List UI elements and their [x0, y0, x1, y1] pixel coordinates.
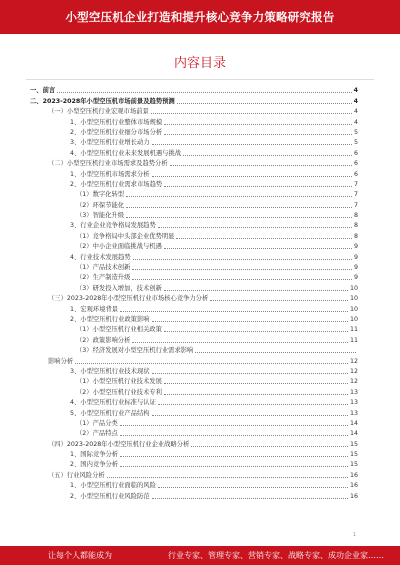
toc-entry-page: 15 — [349, 451, 358, 459]
toc-dot-leader — [120, 466, 348, 467]
toc-entry[interactable] — [30, 367, 358, 377]
toc-dot-leader — [57, 92, 351, 93]
toc-dot-leader — [120, 425, 348, 426]
toc-dot-leader — [132, 279, 352, 280]
toc-entry-title: （3）经济发展对小型空压机行业需求影响 — [76, 347, 194, 355]
toc-entry[interactable] — [30, 419, 358, 429]
toc-entry-title: 2、小型空压机行业需求市场趋势 — [70, 180, 163, 188]
toc-entry[interactable] — [30, 491, 358, 501]
toc-entry-title: 1、小型空压机行业面临的风险 — [70, 482, 156, 490]
toc-entry-title: 3、小型空压机行业技术现状 — [70, 367, 150, 375]
toc-dot-leader — [177, 103, 352, 104]
toc-entry-title: （2）环保节能化 — [76, 201, 125, 209]
toc-entry-page: 5 — [353, 139, 358, 147]
toc-entry-page: 12 — [349, 378, 358, 386]
toc-entry[interactable] — [30, 450, 358, 460]
toc-dot-leader — [120, 435, 348, 436]
toc-dot-leader — [120, 456, 348, 457]
toc-entry[interactable] — [30, 398, 358, 408]
toc-entry[interactable] — [30, 200, 358, 210]
toc-entry-title: （1）数字化转型 — [76, 191, 125, 199]
toc-entry-title: 1、小型空压机市场需求分析 — [70, 170, 150, 178]
toc-entry[interactable] — [30, 304, 358, 314]
toc-entry[interactable] — [30, 460, 358, 470]
toc-entry-title: （三）2023-2028年小型空压机行业市场核心竞争力分析 — [48, 295, 209, 303]
toc-dot-leader — [75, 363, 348, 364]
toc-entry-page: 16 — [349, 492, 358, 500]
toc-entry-title: （1）产品技术创新 — [76, 264, 131, 272]
toc-entry[interactable] — [30, 242, 358, 252]
toc-entry[interactable] — [30, 211, 358, 221]
footer-slogan-left: 让每个人都能成为 — [48, 551, 112, 560]
toc-entry-page: 10 — [349, 295, 358, 303]
page-number: 1 — [352, 532, 356, 538]
toc-entry[interactable] — [30, 470, 358, 480]
toc-dot-leader — [164, 394, 348, 395]
toc-entry-page: 11 — [349, 326, 358, 334]
toc-entry-title: （1）产品分类 — [76, 419, 118, 427]
toc-entry[interactable] — [30, 86, 358, 96]
toc-entry-page: 6 — [353, 170, 358, 178]
toc-entry-page: 16 — [349, 471, 358, 479]
toc-entry[interactable] — [30, 159, 358, 169]
toc-entry-title: 4、小型空压机行业标准与认证 — [70, 399, 156, 407]
toc-entry[interactable] — [30, 429, 358, 439]
toc-entry[interactable] — [30, 346, 358, 356]
report-header-bar — [0, 0, 400, 34]
toc-dot-leader — [126, 207, 352, 208]
toc-entry[interactable] — [30, 221, 358, 231]
toc-entry-title: （五）行业风险分析 — [48, 471, 105, 479]
toc-entry-page: 10 — [349, 315, 358, 323]
toc-dot-leader — [152, 373, 348, 374]
toc-entry-continuation-text: 影响分析 — [48, 357, 74, 365]
toc-dot-leader — [164, 331, 348, 332]
toc-entry-title: （一）小型空压机行业宏观市场前景 — [48, 108, 149, 116]
toc-entry-title: （2）生产制造升级 — [76, 274, 131, 282]
toc-entry-continuation[interactable] — [30, 356, 358, 366]
toc-dot-leader — [176, 238, 352, 239]
toc-dot-leader — [164, 383, 348, 384]
toc-dot-leader — [120, 311, 348, 312]
toc-entry-title: 2、小型空压机行业细分市场分析 — [70, 128, 163, 136]
toc-entry-page: 16 — [349, 482, 358, 490]
toc-entry-page: 7 — [353, 180, 358, 188]
toc-entry-title: 2、小型空压机行业风险防范 — [70, 492, 150, 500]
toc-entry[interactable] — [30, 408, 358, 418]
toc-entry-title: 5、小型空压机行业产品结构 — [70, 409, 150, 417]
toc-dot-leader — [107, 477, 348, 478]
toc-dot-leader — [132, 269, 352, 270]
toc-entry-page: 9 — [353, 253, 358, 261]
toc-entry-title: （二）小型空压机行业市场需求及趋势分析 — [48, 160, 168, 168]
toc-entry[interactable] — [30, 387, 358, 397]
table-of-contents — [30, 86, 358, 502]
footer-slogan-right: 行业专家、管理专家、营销专家、战略专家、成功企业家…… — [168, 551, 384, 560]
toc-dot-leader — [195, 352, 356, 353]
toc-dot-leader — [151, 113, 352, 114]
toc-heading-divider — [26, 79, 374, 80]
toc-dot-leader — [126, 196, 352, 197]
toc-entry-page: 13 — [349, 409, 358, 417]
toc-entry-title: （3）智能化升级 — [76, 212, 125, 220]
toc-entry-page: 12 — [349, 367, 358, 375]
toc-dot-leader — [152, 415, 348, 416]
toc-entry-page: 4 — [353, 118, 358, 126]
toc-entry-title: 1、国际竞争分析 — [70, 451, 119, 459]
toc-entry-title: 2、小型空压机行业政策影响 — [70, 315, 150, 323]
toc-entry-page: 15 — [349, 461, 358, 469]
toc-entry-title: 二、2023-2028年小型空压机市场前景及趋势预测 — [30, 97, 175, 105]
toc-dot-leader — [158, 487, 348, 488]
toc-entry-title: （2）小型空压机行业技术专利 — [76, 388, 162, 396]
toc-dot-leader — [133, 259, 352, 260]
toc-entry[interactable] — [30, 294, 358, 304]
toc-entry[interactable] — [30, 252, 358, 262]
toc-entry[interactable] — [30, 117, 358, 127]
toc-entry-page: 9 — [353, 264, 358, 272]
toc-entry-page: 4 — [353, 97, 358, 105]
toc-entry-title: 1、宏观环境背景 — [70, 305, 119, 313]
toc-entry-page: 14 — [349, 419, 358, 427]
toc-dot-leader — [164, 124, 352, 125]
report-title: 小型空压机企业打造和提升核心竞争力策略研究报告 — [65, 10, 335, 24]
toc-dot-leader — [152, 176, 352, 177]
toc-entry-title: （2）中小企业面临挑战与机遇 — [76, 243, 162, 251]
toc-entry-title: （3）研发投入增加，技术创新 — [76, 284, 162, 292]
toc-dot-leader — [132, 342, 348, 343]
toc-entry[interactable] — [30, 263, 358, 273]
toc-dot-leader — [164, 248, 352, 249]
toc-entry[interactable] — [30, 315, 358, 325]
toc-entry[interactable] — [30, 377, 358, 387]
toc-entry-page: 13 — [349, 399, 358, 407]
toc-entry-page: 4 — [353, 108, 358, 116]
toc-dot-leader — [152, 498, 348, 499]
footer-bar — [0, 546, 400, 565]
toc-entry[interactable] — [30, 439, 358, 449]
toc-entry[interactable] — [30, 128, 358, 138]
toc-entry-page: 6 — [353, 160, 358, 168]
toc-dot-leader — [164, 290, 348, 291]
toc-entry-page: 9 — [353, 243, 358, 251]
toc-entry-title: （2）政策影响分析 — [76, 336, 131, 344]
toc-entry-title: 4、小型空压机行业未来发展机遇与挑战 — [70, 149, 182, 157]
toc-dot-leader — [191, 446, 348, 447]
toc-entry-page: 7 — [353, 201, 358, 209]
toc-entry[interactable] — [30, 231, 358, 241]
toc-entry-page: 14 — [349, 430, 358, 438]
toc-entry-page: 6 — [353, 149, 358, 157]
toc-entry-page: 12 — [349, 357, 358, 365]
toc-entry-title: 2、国内竞争分析 — [70, 461, 119, 469]
toc-entry-title: 3、行业企业竞争格局发展趋势 — [70, 222, 156, 230]
toc-entry-title: （四）2023-2028年小型空压机行业企业战略分析 — [48, 440, 190, 448]
toc-entry-title: 3、小型空压机行业增长动力 — [70, 139, 150, 147]
toc-entry[interactable] — [30, 148, 358, 158]
toc-entry-title: （1）竞争格局中头部企业优势明显 — [76, 232, 175, 240]
toc-entry[interactable] — [30, 273, 358, 283]
toc-dot-leader — [183, 155, 352, 156]
toc-dot-leader — [126, 217, 352, 218]
toc-entry-page: 10 — [349, 305, 358, 313]
toc-dot-leader — [158, 227, 352, 228]
toc-entry[interactable] — [30, 180, 358, 190]
toc-entry-title: 一、前言 — [30, 87, 56, 95]
toc-dot-leader — [158, 404, 348, 405]
toc-dot-leader — [164, 186, 352, 187]
toc-entry-page: 8 — [353, 222, 358, 230]
toc-entry-title: 4、行业技术发展趋势 — [70, 253, 131, 261]
toc-entry-page: 7 — [353, 191, 358, 199]
toc-entry-page: 11 — [349, 336, 358, 344]
toc-entry[interactable] — [30, 169, 358, 179]
toc-entry-title: （1）小型空压机行业相关政策 — [76, 326, 162, 334]
toc-entry[interactable] — [30, 481, 358, 491]
toc-entry-page: 15 — [349, 440, 358, 448]
toc-entry[interactable] — [30, 107, 358, 117]
toc-entry-page: 4 — [353, 87, 358, 95]
toc-dot-leader — [170, 165, 352, 166]
toc-entry[interactable] — [30, 325, 358, 335]
toc-entry[interactable] — [30, 96, 358, 106]
toc-dot-leader — [152, 321, 348, 322]
toc-entry-title: （2）产品特点 — [76, 430, 118, 438]
toc-entry-page: 13 — [349, 388, 358, 396]
toc-entry-title: 1、小型空压机行业整体市场规模 — [70, 118, 163, 126]
toc-entry-page: 9 — [353, 274, 358, 282]
toc-dot-leader — [152, 144, 352, 145]
toc-entry-page: 8 — [353, 212, 358, 220]
toc-entry[interactable] — [30, 138, 358, 148]
toc-entry-page: 8 — [353, 232, 358, 240]
toc-dot-leader — [210, 300, 348, 301]
toc-entry[interactable] — [30, 335, 358, 345]
toc-entry-title: （1）小型空压机行业技术发展 — [76, 378, 162, 386]
toc-heading: 内容目录 — [173, 56, 226, 71]
toc-entry[interactable] — [30, 283, 358, 293]
toc-entry-page: 5 — [353, 128, 358, 136]
toc-entry[interactable] — [30, 190, 358, 200]
toc-dot-leader — [164, 134, 352, 135]
toc-entry-page: 10 — [349, 284, 358, 292]
